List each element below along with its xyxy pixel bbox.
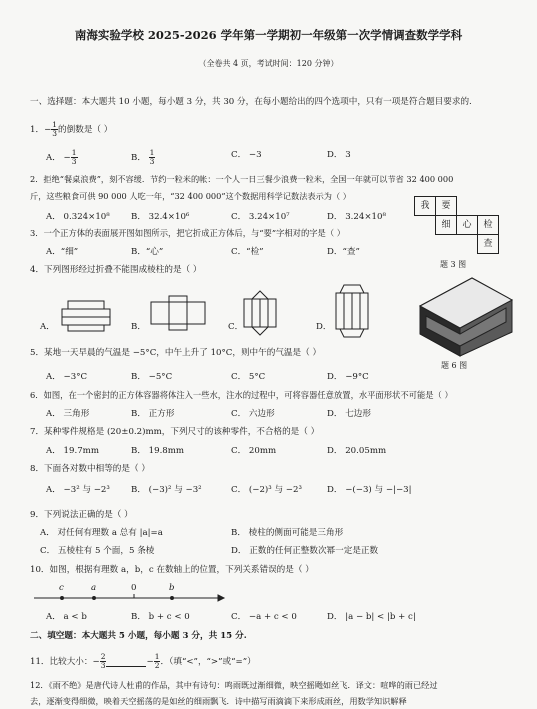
q5-option-a: A． −3°C bbox=[46, 372, 88, 382]
q9-option-a: A． 对任何有理数 a 总有 |a|=a bbox=[40, 528, 163, 538]
q4-net-a-figure bbox=[56, 298, 118, 332]
q1-option-a: A． − $\frac{1}{3}$ bbox=[46, 148, 77, 166]
q8-option-d: D． −(−3) 与 −|−3| bbox=[327, 485, 412, 495]
question-2-line2: 斤，这些粮食可供 90 000 人吃一年，“32 400 000”这个数据用科学记数法表示为（ ） bbox=[30, 191, 351, 201]
q4-net-c-figure bbox=[240, 289, 280, 337]
q3-option-a: A．“细” bbox=[46, 247, 79, 257]
net-cell: 心 bbox=[456, 215, 478, 235]
question-9: 9．下列说法正确的是（ ） bbox=[30, 510, 133, 520]
q1-option-b: B． $\frac{1}{3}$ bbox=[131, 148, 155, 166]
q4-option-d: D． bbox=[316, 322, 332, 332]
figure-6-caption: 题 6 图 bbox=[441, 361, 468, 370]
question-7: 7．某种零件规格是 (20±0.2)mm，下列尺寸的该种零件，不合格的是（ ） bbox=[30, 427, 320, 437]
fraction: $\frac{1}{3}$ bbox=[52, 120, 58, 138]
q6-option-a: A． 三角形 bbox=[46, 409, 90, 419]
question-12-line2: 去，逐渐变得细微，映着天空摇荡的是如丝的细雨飘飞．诗中描写雨滴滴下来形成雨丝，用数学知识解释 bbox=[30, 696, 407, 706]
q9-option-b: B． 棱柱的侧面可能是三角形 bbox=[231, 528, 344, 538]
q4-net-d-figure bbox=[330, 283, 374, 339]
q10-option-a: A． a < b bbox=[46, 612, 87, 622]
q6-option-d: D． 七边形 bbox=[327, 409, 371, 419]
q10-option-d: D． |a − b| < |b + c| bbox=[327, 612, 416, 622]
q7-option-d: D． 20.05mm bbox=[327, 446, 387, 456]
axis-label-c: c bbox=[59, 583, 64, 593]
question-3: 3．一个正方体的表面展开图如图所示，把它折成正方体后，与“要”字相对的字是（ ） bbox=[30, 228, 346, 238]
q5-option-d: D． −9°C bbox=[327, 372, 369, 382]
q5-option-c: C． 5°C bbox=[231, 372, 266, 382]
q9-option-d: D． 正数的任何正整数次幂一定是正数 bbox=[231, 546, 379, 556]
net-cell: 查 bbox=[477, 234, 499, 254]
net-cell: 要 bbox=[435, 196, 457, 216]
figure-3-caption: 题 3 图 bbox=[440, 260, 467, 269]
net-cell: 我 bbox=[414, 196, 436, 216]
q3-option-d: D．“查” bbox=[327, 247, 360, 257]
page-subtitle: （全卷共 4 页，考试时间：120 分钟） bbox=[198, 59, 339, 68]
question-5: 5．某地一天早晨的气温是 −5°C，中午上升了 10°C，则中午的气温是（ ） bbox=[30, 348, 322, 358]
q5-option-b: B． −5°C bbox=[131, 372, 173, 382]
axis-label-zero: 0 bbox=[131, 583, 137, 593]
q8-option-c: C． (−2)³ 与 −2³ bbox=[231, 485, 302, 495]
question-6: 6．如图，在一个密封的正方体容器将体注入一些水，注水的过程中，可将容器任意放置，水平面形状不可能是（ ） bbox=[30, 390, 453, 400]
q4-net-b-figure bbox=[147, 294, 209, 334]
axis-label-b: b bbox=[169, 583, 175, 593]
q3-option-b: B．“心” bbox=[131, 247, 164, 257]
q6-option-c: C． 六边形 bbox=[231, 409, 275, 419]
q4-option-a: A． bbox=[40, 322, 55, 332]
q2-option-b: B． 32.4×10⁶ bbox=[131, 212, 190, 222]
question-11: 11．比较大小：− $\frac{2}{3}$ − $\frac{1}{2}$．（填“<”，“>”或“=”） bbox=[30, 652, 256, 670]
q2-option-d: D． 3.24×10⁸ bbox=[327, 212, 386, 222]
question-1: 1．− $\frac{1}{3}$的倒数是（ ） bbox=[30, 120, 113, 138]
section-1-heading: 一、选择题：本大题共 10 小题，每小题 3 分，共 30 分，在每小题给出的四个选项中，只有一项是符合题目要求的. bbox=[30, 97, 472, 107]
q1-option-c: C． −3 bbox=[231, 150, 262, 160]
question-12-line1: 12．《雨不绝》是唐代诗人杜甫的作品，其中有诗句：鸣雨既过渐细微，映空摇飏如丝飞．译文：喧哗的雨已经过 bbox=[30, 680, 438, 690]
question-8: 8．下面各对数中相等的是（ ） bbox=[30, 464, 150, 474]
q9-option-c: C． 五棱柱有 5 个面，5 条棱 bbox=[40, 546, 155, 556]
q3-option-c: C．“检” bbox=[231, 247, 264, 257]
q4-option-b: B． bbox=[131, 322, 146, 332]
answer-blank[interactable] bbox=[106, 657, 146, 667]
page-title: 南海实验学校 2025-2026 学年第一学期初一年级第一次学情调查数学学科 bbox=[74, 28, 463, 42]
q10-option-b: B． b + c < 0 bbox=[131, 612, 190, 622]
question-4: 4．下列图形经过折叠不能围成棱柱的是（ ） bbox=[30, 265, 202, 275]
q7-option-c: C． 20mm bbox=[231, 446, 277, 456]
net-cell: 检 bbox=[477, 215, 499, 235]
cube-water-figure bbox=[412, 272, 516, 358]
q7-option-a: A． 19.7mm bbox=[46, 446, 99, 456]
section-2-heading: 二、填空题：本大题共 5 小题，每小题 3 分，共 15 分. bbox=[30, 631, 247, 641]
q2-option-c: C． 3.24×10⁷ bbox=[231, 212, 290, 222]
q1-option-d: D． 3 bbox=[327, 150, 351, 160]
q2-option-a: A． 0.324×10⁸ bbox=[46, 212, 110, 222]
q6-option-b: B． 正方形 bbox=[131, 409, 175, 419]
q8-option-a: A． −3² 与 −2³ bbox=[46, 485, 110, 495]
net-cell: 细 bbox=[435, 215, 457, 235]
question-2-line1: 2．拒绝“餐桌浪费”，刻不容缓．节约一粒米的帐：一个人一日三餐少浪费一粒米，全国一年就可以节省 32 400 000 bbox=[30, 174, 454, 184]
q4-option-c: C． bbox=[228, 322, 244, 332]
axis-label-a: a bbox=[91, 583, 97, 593]
question-10: 10．如图，根据有理数 a，b，c 在数轴上的位置，下列关系错误的是（ ） bbox=[30, 565, 314, 575]
q7-option-b: B． 19.8mm bbox=[131, 446, 185, 456]
q8-option-b: B． (−3)² 与 −3² bbox=[131, 485, 202, 495]
q10-option-c: C． −a + c < 0 bbox=[231, 612, 297, 622]
